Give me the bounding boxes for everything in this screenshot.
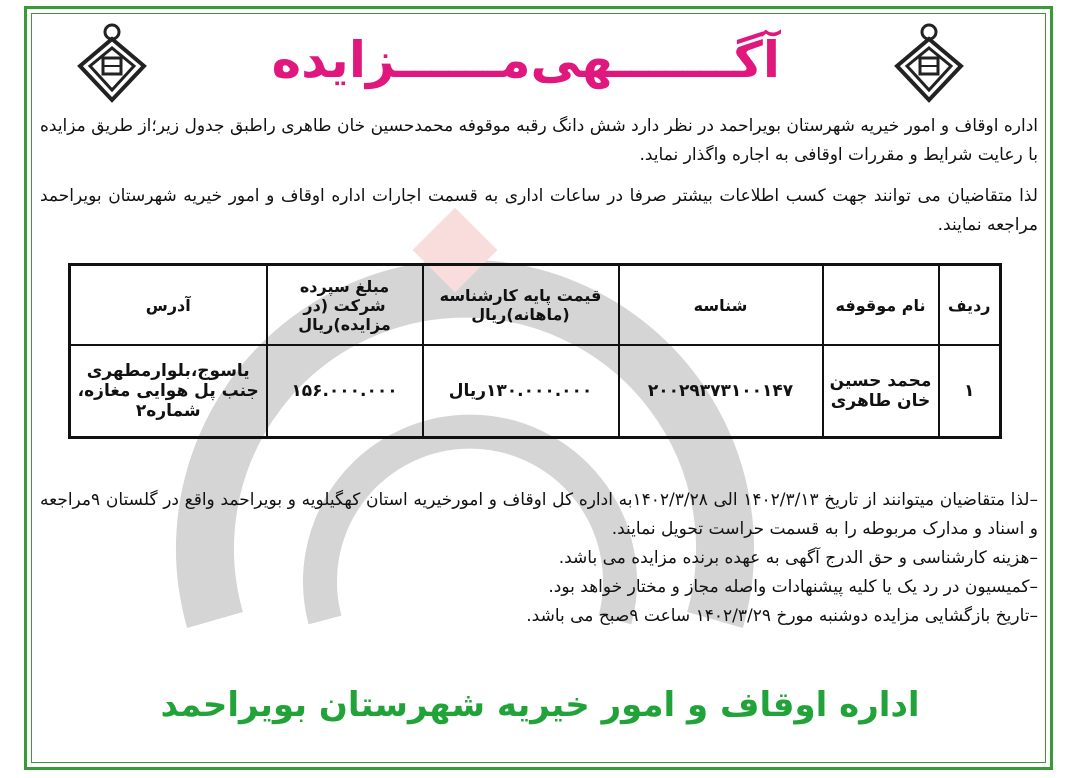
table-row bbox=[70, 345, 1001, 438]
list-item: –کمیسیون در رد یک یا کلیه پیشنهادات واصله مجاز و مختار خواهد بود. bbox=[548, 577, 1038, 597]
cell-deposit: ۱۵۶.۰۰۰.۰۰۰ bbox=[267, 345, 423, 438]
awqaf-emblem-icon bbox=[893, 22, 965, 104]
cell-address: یاسوج،بلوارمطهری جنب پل هوایی مغازه، شماره۲ bbox=[70, 345, 267, 438]
header-id: شناسه bbox=[619, 265, 823, 346]
info-paragraph: لذا متقاضیان می توانند جهت کسب اطلاعات بیشتر صرفا در ساعات اداری به قسمت اجارات اداره اوقاف و امور خیریه شهرستان بویراحمد مراجعه نمایند. bbox=[40, 186, 1038, 235]
page-title: آگـــــــهی‌مــــــزایده bbox=[271, 31, 780, 89]
cell-row-no: ۱ bbox=[939, 345, 1001, 438]
footer-signature: اداره اوقاف و امور خیریه شهرستان بویراحمد bbox=[160, 685, 920, 725]
list-item: –لذا متقاضیان میتوانند از تاریخ ۱۴۰۲/۳/۱۳ الی ۱۴۰۲/۳/۲۸به اداره کل اوقاف و امورخیریه استان کهگیلویه و بویراحمد واقع در گلستان ۹مراجعه و اسناد و مدارک مربوطه را به قسمت حراست تحویل نمایند. bbox=[40, 490, 1038, 539]
cell-id: ۲۰۰۲۹۳۷۳۱۰۰۱۴۷ bbox=[619, 345, 823, 438]
auction-table bbox=[68, 263, 1002, 439]
list-item: –هزینه کارشناسی و حق الدرج آگهی به عهده برنده مزایده می باشد. bbox=[558, 548, 1038, 568]
header-row-no: ردیف bbox=[939, 265, 1001, 346]
header-deposit: مبلغ سپرده شرکت (در مزایده)ریال bbox=[267, 265, 423, 346]
cell-base-price: ۱۳۰.۰۰۰.۰۰۰ریال bbox=[423, 345, 619, 438]
header-base-price: قیمت پایه کارشناسه (ماهانه)ریال bbox=[423, 265, 619, 346]
awqaf-emblem-icon bbox=[76, 22, 148, 104]
intro-paragraph: اداره اوقاف و امور خیریه شهرستان بویراحمد در نظر دارد شش دانگ رقبه موقوفه محمدحسین خان طاهری راطبق جدول زیر؛از طریق مزایده با رعایت شرایط و مقررات اوقافی به اجاره واگذار نماید. bbox=[40, 116, 1038, 165]
header-address: آدرس bbox=[70, 265, 267, 346]
table-header-row bbox=[70, 265, 1001, 346]
list-item: –تاریخ بازگشایی مزایده دوشنبه مورخ ۱۴۰۲/۳/۲۹ ساعت ۹صبح می باشد. bbox=[526, 606, 1038, 626]
cell-endowment-name: محمد حسین خان طاهری bbox=[823, 345, 939, 438]
header-endowment-name: نام موقوفه bbox=[823, 265, 939, 346]
conditions-list bbox=[40, 486, 1038, 631]
